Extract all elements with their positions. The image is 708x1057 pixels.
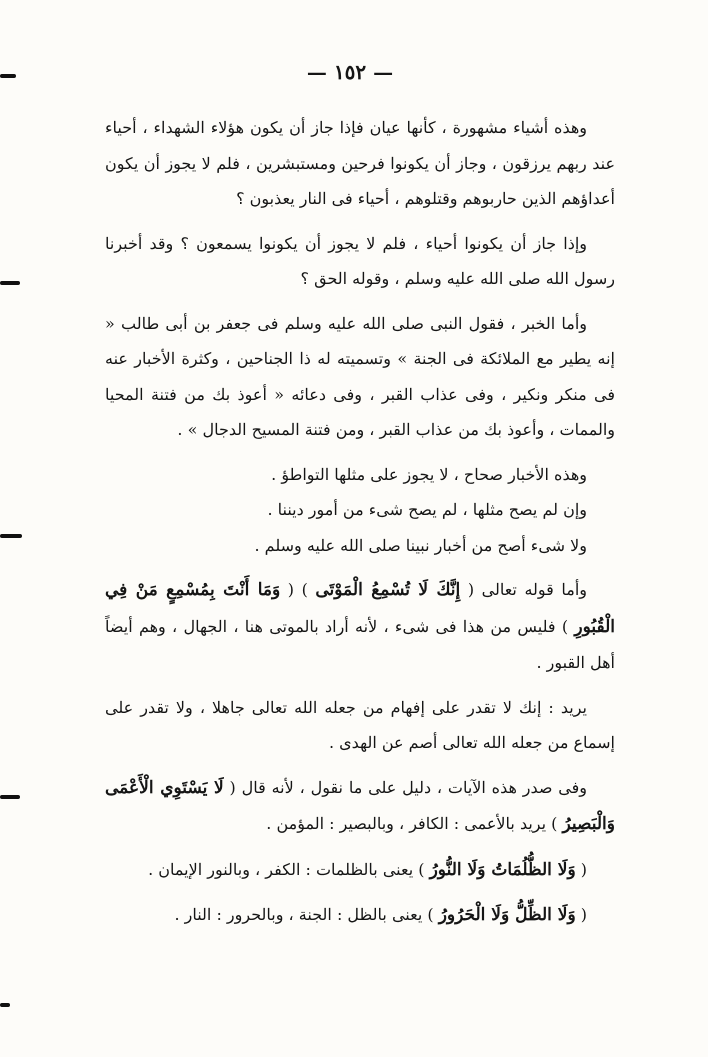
text-segment: ) فليس من هذا فى شىء ، لأنه أراد بالموتى هنا ، الجهال ، وهم أيضاً أهل القبور . <box>105 616 615 672</box>
paragraph <box>105 492 615 528</box>
paragraph <box>105 572 615 681</box>
paragraph <box>105 528 615 564</box>
text-segment: ) ( <box>280 580 316 599</box>
text-segment: وفى صدر هذه الآيات ، دليل على ما نقول ، لأنه قال ( <box>223 777 587 797</box>
text-segment: وأما قوله تعالى ( <box>460 580 588 599</box>
text-segment: ) يعنى بالظلمات : الكفر ، وبالنور الإيمان . <box>148 859 430 879</box>
paragraph <box>105 897 615 934</box>
body-text <box>105 110 615 943</box>
text-segment: ) يريد بالأعمى : الكافر ، وبالبصير : المؤمن . <box>266 814 563 833</box>
paragraph <box>105 110 615 217</box>
quran-verse: لَا يَسْتَوِي الْأَعْمَى وَالْبَصِيرُ <box>105 777 615 834</box>
text-segment: ( <box>575 905 587 924</box>
text-segment: وإذا جاز أن يكونوا أحياء ، فلم لا يجوز أن يكونوا يسمعون ؟ وقد أخبرنا رسول الله صلى الله عليه وسلم ، وقوله الحق ؟ <box>105 233 615 288</box>
text-segment: ( <box>575 859 587 879</box>
paragraph <box>105 226 615 297</box>
text-segment: وإن لم يصح مثلها ، لم يصح شىء من أمور ديننا . <box>267 500 587 519</box>
text-segment: وهذه الأخبار صحاح ، لا يجوز على مثلها التواطؤ . <box>271 464 587 484</box>
paragraph <box>105 770 615 843</box>
quran-verse: وَلَا الظُّلُمَاتُ وَلَا النُّورُ <box>429 859 576 880</box>
quran-verse: إِنَّكَ لَا تُسْمِعُ الْمَوْتَى <box>315 580 461 600</box>
text-segment: يريد : إنك لا تقدر على إفهام من جعله الله تعالى جاهلا ، ولا تقدر على إسماع من جعله الله تعالى أصم عن الهدى . <box>105 697 615 752</box>
scan-edge-mark <box>0 74 16 78</box>
scan-edge-mark <box>0 1003 10 1007</box>
paragraph <box>105 457 615 493</box>
paragraph <box>105 852 615 889</box>
text-segment: وأما الخبر ، فقول النبى صلى الله عليه وسلم فى جعفر بن أبى طالب « إنه يطير مع الملائكة فى الجنة » وتسميته له ذا الجناحين ، وكثرة الأخبار عنه فى منكر ونكير ، وفى عذاب القبر ، وفى دعائه « أعوذ بك من فتنة المحيا والممات ، وأعوذ بك من عذاب القبر ، ومن فتنة المسيح الدجال » . <box>105 313 615 439</box>
quran-verse: وَلَا الظِّلُّ وَلَا الْحَرُورُ <box>438 905 576 925</box>
page-number: — ١٥٢ — <box>306 60 394 84</box>
scan-edge-mark <box>0 534 22 538</box>
scan-edge-mark <box>0 795 20 799</box>
scan-edge-mark <box>0 281 20 285</box>
text-segment: ) يعنى بالظل : الجنة ، وبالحرور : النار . <box>174 905 439 924</box>
quran-verse: وَمَا أَنْتَ بِمُسْمِعٍ مَنْ فِي الْقُبُورِ <box>105 580 615 637</box>
text-segment: ولا شىء أصح من أخبار نبينا صلى الله عليه وسلم . <box>254 535 587 555</box>
paragraph <box>105 306 615 448</box>
text-segment: وهذه أشياء مشهورة ، كأنها عيان فإذا جاز أن يكون هؤلاء الشهداء ، أحياء عند ربهم يرزقون ، وجاز أن يكونوا فرحين ومستبشرين ، فلم لا يجوز أن يكون أعداؤهم الذين حاربوهم وقتلوهم ، أحياء فى النار يعذبون ؟ <box>105 118 615 208</box>
paragraph <box>105 690 615 761</box>
